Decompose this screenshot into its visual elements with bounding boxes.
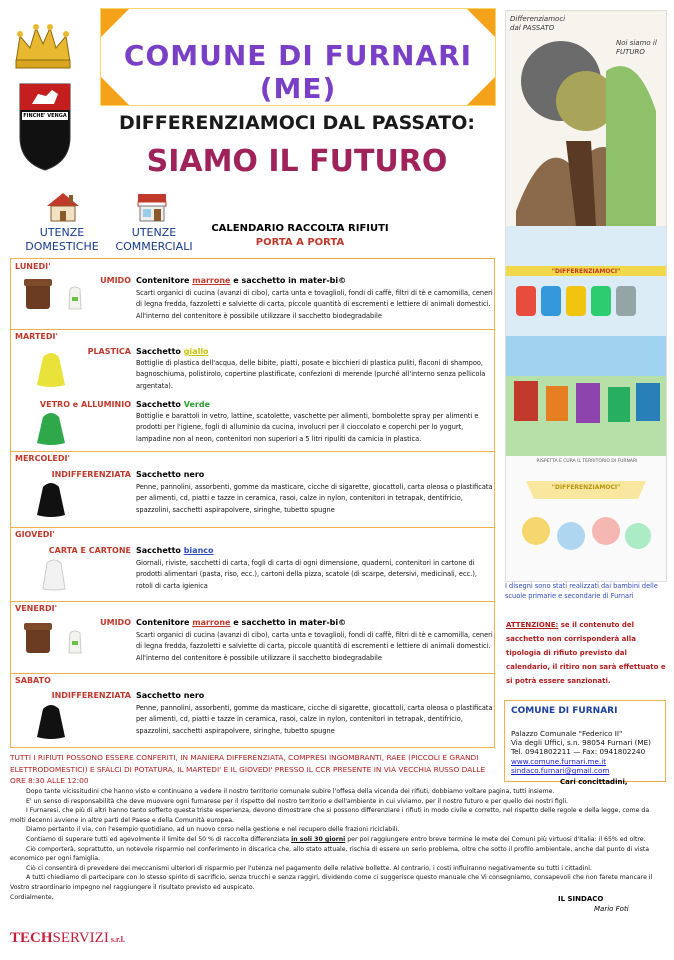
drawing-text: RISPETTA E CURA IL TERRITORIO DI FURNARI	[536, 459, 638, 464]
sindaco-name: Mario Foti	[594, 905, 629, 913]
municipal-crest	[8, 22, 80, 162]
signature-block	[558, 894, 668, 914]
waste-description: Scarti organici di cucina (avanzi di cibo), carta unta e tovaglioli, fondi di caffè, filtri di tè e camomilla, ceneri di legna fredda, fazzoletti e salviette di carta, piccole quantità di escrementi e lettiere di animali domestici. All'interno del contenitore è possibile utilizzare il sacchetto biodegradabile	[136, 631, 493, 662]
drawing-text: "DIFFERENZIAMOCI"	[551, 268, 621, 275]
container-heading: Sacchetto nero	[136, 691, 205, 700]
drawing-illustration	[506, 11, 666, 581]
letter-paragraph: Diamo pertanto il via, con l'esempio quotidiano, ad un nuovo corso nella gestione e nel recupero delle frazioni riciclabili.	[26, 826, 400, 834]
compostable-bag-icon	[67, 285, 83, 311]
drawing-text: Noi siamo il FUTURO	[616, 39, 657, 56]
drawing-text: Differenziamoci dal PASSATO	[510, 15, 566, 32]
waste-type: CARTA E CARTONE	[48, 546, 131, 555]
email-link[interactable]: sindaco.furnari@gmail.com	[511, 766, 610, 775]
children-drawings	[505, 10, 667, 582]
day-row-sabato	[11, 673, 494, 747]
container-heading: Sacchetto nero	[136, 470, 205, 479]
techservizi-logo: TECHSERVIZI s.r.l.	[10, 930, 125, 946]
brown-bin-icon	[23, 277, 53, 311]
ccr-notice: TUTTI I RIFIUTI POSSONO ESSERE CONFERITI, IN MANIERA DIFFERENZIATA, COMPRESI INGOMBRANTI, RAEE (PICCOLI E GRANDI ELETTRODOMESTICI) E SFALCI DI POTATURA, IL MARTEDI' E IL GIOVEDI' PRESSO IL CCR PRESENTE IN VIA VECCHIA RUSSO DALLE ORE 8:30 ALLE 12:00	[10, 753, 486, 785]
day-row-martedi	[11, 329, 494, 452]
crown-icon	[12, 22, 74, 70]
waste-description: Scarti organici di cucina (avanzi di cibo), carta unta e tovaglioli, fondi di caffè, filtri di tè e camomilla, ceneri di legna fredda, fazzoletti e salviette di carta, piccole quantità di escrementi e lettiere di animali domestici. All'interno del contenitore è possibile utilizzare il sacchetto biodegradabile	[136, 289, 493, 320]
calendar-heading	[210, 222, 390, 250]
website-link[interactable]: www.comune.furnari.me.it	[511, 757, 607, 766]
white-bag-icon	[41, 557, 67, 591]
day-name: VENERDI'	[15, 604, 58, 613]
contact-phone: Tel. 0941802211 — Fax: 0941802240	[511, 747, 646, 756]
day-row-giovedi	[11, 527, 494, 602]
calendar-title: CALENDARIO RACCOLTA RIFIUTI	[211, 223, 389, 234]
letter-paragraph: Contiamo di superare tutti ed agevolmente il limite del 50 % di raccolta differenziata in soli 30 giorni per poi raggiungere entro breve termine le mete dei Comuni più virtuosi d'Italia: il 65% ed oltre.	[26, 835, 646, 843]
header-banner	[100, 8, 496, 106]
day-name: GIOVEDI'	[15, 530, 55, 539]
black-bag-icon	[35, 479, 67, 519]
attention-note	[506, 618, 666, 688]
letter-closing: Cordialmente,	[10, 893, 54, 901]
container-heading: Contenitore marrone e sacchetto in mater-bi©	[136, 276, 347, 285]
waste-description: Bottiglie di plastica dell'acqua, delle bibite, piatti, posate e bicchieri di plastica puliti, flaconi di shampoo, bagnoschiuma, polistirolo, copertine plastificate, confezioni di merende (purché all'interno senza pellicola argentata).	[136, 359, 486, 390]
brown-bin-icon	[23, 621, 53, 655]
waste-type: INDIFFERENZIATA	[51, 470, 131, 479]
crest-motto: FINCHE' VENGA	[23, 113, 67, 119]
shield-icon	[18, 82, 72, 172]
day-name: SABATO	[15, 676, 51, 685]
yellow-bag-icon	[35, 349, 67, 389]
utenze-commerciali-label: UTENZE COMMERCIALI	[115, 226, 193, 253]
contact-box	[504, 700, 666, 782]
waste-description: Penne, pannolini, assorbenti, gomme da masticare, cicche di sigarette, giocattoli, carta oleosa o plastificata per alimenti, cd, piatti e tazze in ceramica, rasoi, calze in nylon, contenitori in tetrapak, dentifricio, spazzolini, sacchetti aspirapolvere, siringhe, tubetto spugne	[136, 704, 493, 735]
green-bag-icon	[35, 409, 67, 447]
contact-address-2: Via degli Uffici, s.n. 98054 Furnari (ME)	[511, 738, 651, 747]
compostable-bag-icon	[67, 629, 83, 655]
day-row-lunedi	[11, 259, 494, 330]
slogan-line-1: DIFFERENZIAMOCI DAL PASSATO:	[118, 112, 476, 134]
letter-paragraph: A tutti chiediamo di partecipare con lo stesso spirito di sacrificio, senza trucchi e senza raggiri, dividendo come ci suggerisce questo manuale che Vi consegniamo, consapevoli che non farete mancare il Vostro straordinario impegno nel raggiungere il risultato previsto ed auspicato.	[10, 874, 653, 891]
day-name: LUNEDI'	[15, 262, 51, 271]
container-heading: Sacchetto bianco	[136, 546, 214, 555]
letter-paragraph: Ciò comporterà, soprattutto, un notevole risparmio nel conferimento in discarica che, allo stato attuale, rischia di essere un serio problema, oltre che sotto il profilo ambientale, anche dal punto di vista economico per ogni famiglia.	[10, 845, 650, 863]
attention-label: ATTENZIONE:	[506, 621, 559, 629]
black-bag-icon	[35, 701, 67, 741]
attention-text: se il contenuto del sacchetto non corrisponderà alla tipologia di rifiuto previsto dal calendario, il ritiro non sarà effettuato e si potrà essere sanzionati.	[506, 621, 666, 685]
comune-title: COMUNE DI FURNARI (ME)	[123, 39, 473, 105]
waste-type-2: VETRO e ALLUMINIO	[39, 400, 131, 409]
sindaco-title: IL SINDACO	[558, 895, 604, 903]
utenze-domestiche-label: UTENZE DOMESTICHE	[25, 226, 99, 253]
slogan-line-2: SIAMO IL FUTURO	[146, 144, 448, 179]
day-name: MARTEDI'	[15, 332, 58, 341]
day-name: MERCOLEDI'	[15, 454, 70, 463]
drawing-caption: I disegni sono stati realizzati dai bambini delle scuole primarie e secondarie di Furnari	[505, 582, 658, 600]
letter-paragraph: Ciò ci consentirà di prevedere dei meccanismi ulteriori di risparmio per l'utenza nel pagamento delle relative bollette. Al contrario, i costi influiranno negativamente su tutti i cittadini.	[26, 864, 592, 872]
container-heading: Sacchetto giallo	[136, 347, 209, 356]
letter-greeting: Cari concittadini,	[560, 778, 628, 786]
letter-paragraph: I Furnaresi, che più di altri hanno tanto sofferto questa triste esperienza, devono dimostrare che si possono differenziare i rifiuti in modo civile e corretto, nel rispetto delle regole e della legge, come da molti decenni avviene in altre parti del Paese e della Comunità europea.	[10, 807, 650, 824]
waste-description: Penne, pannolini, assorbenti, gomme da masticare, cicche di sigarette, giocattoli, carta oleosa o plastificata per alimenti, cd, piatti e tazze in ceramica, rasoi, calze in nylon, contenitori in tetrapak, dentifricio, spazzolini, sacchetti aspirapolvere, siringhe, tubetto spugne	[136, 483, 493, 514]
waste-description-2: Bottiglie e barattoli in vetro, lattine, scatolette, vaschette per alimenti, bombolette spray per alimenti e prodotti per l'igiene, fogli di alluminio da cucina, involucri per il cioccolato e coperchi per lo yogurt, lampadine non al neon, contenitori non superiori a 5 litri ripuliti da camicia in plastica.	[136, 412, 479, 443]
container-heading-2: Sacchetto Verde	[136, 400, 210, 409]
waste-type: INDIFFERENZIATA	[51, 691, 131, 700]
container-heading: Contenitore marrone e sacchetto in mater-bi©	[136, 618, 347, 627]
calendar-subtitle: PORTA A PORTA	[255, 237, 345, 248]
letter-paragraph: Dopo tante vicissitudini che hanno visto e continuano a vedere il nostro territorio comunale subire l'offesa della vicenda dei rifiuti, dobbiamo voltare pagina, tutti insieme.	[26, 788, 555, 795]
shop-icon	[134, 190, 170, 226]
collection-schedule	[10, 258, 495, 748]
day-row-venerdi	[11, 601, 494, 674]
day-row-mercoledi	[11, 451, 494, 528]
mayor-letter	[10, 787, 665, 902]
letter-paragraph: E' un senso di responsabilità che deve muovere ogni furnarese per il rispetto del nostro territorio e dell'ambiente in cui viviamo, per il nostro futuro e per quello dei nostri figli.	[26, 797, 569, 805]
contact-name: COMUNE DI FURNARI	[511, 706, 618, 716]
contact-address-1: Palazzo Comunale "Federico II"	[511, 729, 623, 738]
waste-type: UMIDO	[100, 618, 131, 627]
drawing-text: "DIFFERENZIAMOCI"	[551, 484, 621, 491]
waste-type: PLASTICA	[87, 347, 131, 356]
waste-description: Giornali, riviste, sacchetti di carta, fogli di carta di ogni dimensione, quaderni, contenitori in cartone di prodotti alimentari (pasta, riso, ecc.), cartoni della pizza, scatole (di scarpe, detersivi, medicinali, ecc.), rotoli di carta igienica	[136, 559, 478, 590]
waste-type: UMIDO	[100, 276, 131, 285]
house-icon	[45, 190, 81, 226]
